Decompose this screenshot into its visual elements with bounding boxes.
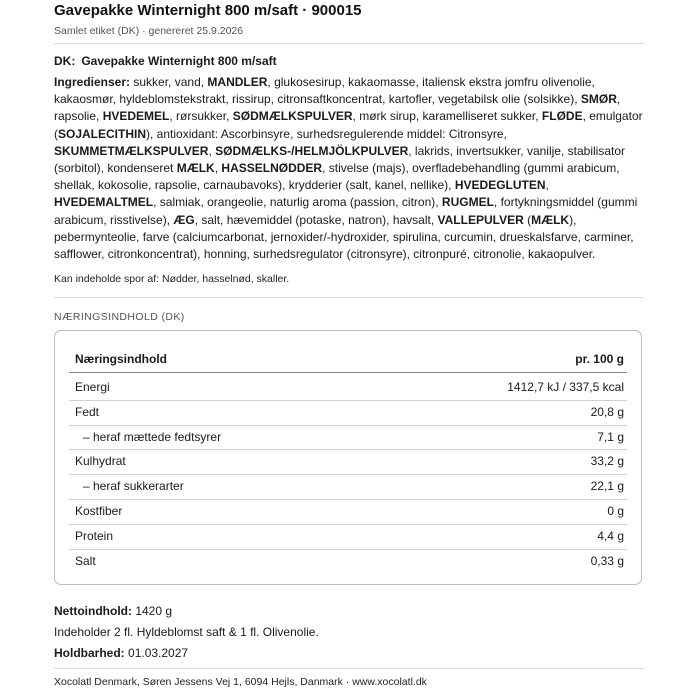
language-code: DK: bbox=[54, 54, 76, 68]
ingredient-text: , emulgator ( bbox=[54, 109, 643, 141]
ingredients-label: Ingredienser: bbox=[54, 75, 131, 89]
allergen-ingredient: MÆLK bbox=[531, 212, 570, 227]
best-before bbox=[54, 646, 188, 660]
ingredient-text: ), antioxidant: Ascorbinsyre, surhedsregulerende middel: Citronsyre, bbox=[146, 126, 507, 141]
nutrient-label: Salt bbox=[75, 553, 96, 568]
nutrition-row bbox=[75, 502, 624, 520]
ingredient-text: sukker, vand, bbox=[130, 75, 208, 89]
nutrition-row bbox=[75, 527, 624, 545]
nutrient-value: 22,1 g bbox=[590, 479, 624, 494]
ingredient-text: , salmiak, orangeolie, naturlig aroma (passion, citron), bbox=[153, 195, 442, 210]
divider bbox=[54, 43, 644, 44]
best-before-value: 01.03.2027 bbox=[128, 646, 189, 660]
best-before-label: Holdbarhed: bbox=[54, 646, 125, 660]
nutrition-header-label: Næringsindhold bbox=[75, 352, 167, 366]
nutrient-value: 7,1 g bbox=[597, 429, 624, 444]
nutrient-value: 0,33 g bbox=[590, 553, 624, 568]
ingredient-text: , fortykningsmiddel (gummi arabicum, risstivelse), bbox=[54, 195, 638, 227]
table-divider bbox=[69, 549, 627, 550]
nutrition-section-label: NÆRINGSINDHOLD (DK) bbox=[54, 311, 185, 323]
allergen-ingredient: SKUMMETMÆLKSPULVER bbox=[54, 143, 209, 158]
ingredient-text: , bbox=[208, 143, 216, 158]
ingredient-text: , rapsolie, bbox=[54, 92, 621, 124]
allergen-ingredient: RUGMEL bbox=[441, 195, 494, 210]
nutrition-row bbox=[75, 378, 624, 396]
page-title: Gavepakke Winternight 800 m/saft · 900015 bbox=[54, 2, 362, 19]
trace-allergens: Kan indeholde spor af: Nødder, hasselnød, skaller. bbox=[54, 273, 290, 285]
ingredient-text: , rørsukker, bbox=[169, 109, 233, 124]
label-meta: Samlet etiket (DK) · genereret 25.9.2026 bbox=[54, 25, 244, 37]
package-contents: Indeholder 2 fl. Hyldeblomst saft & 1 fl. Olivenolie. bbox=[54, 625, 319, 639]
nutrient-label: Fedt bbox=[75, 404, 100, 419]
nutrient-label: Kostfiber bbox=[75, 504, 123, 518]
allergen-ingredient: MÆLK bbox=[176, 161, 215, 176]
ingredient-text: , bbox=[545, 178, 549, 193]
ingredient-text: , stivelse (majs), overfladebehandling (gummi arabicum, shellak, kokosolie, rapsolie, carnaubavoks), krydderier (salt, kanel, nellike), bbox=[54, 161, 620, 193]
allergen-ingredient: SMØR bbox=[580, 92, 617, 107]
nutrient-value: 1412,7 kJ / 337,5 kcal bbox=[507, 380, 624, 394]
allergen-ingredient: SØDMÆLKSPULVER bbox=[232, 109, 353, 124]
ingredient-text: , mørk sirup, karamelliseret sukker, bbox=[352, 109, 542, 124]
nutrient-label: Protein bbox=[75, 528, 114, 543]
table-divider bbox=[69, 425, 627, 426]
nutrient-label: Energi bbox=[75, 380, 110, 394]
ingredient-text: ( bbox=[523, 212, 532, 227]
table-divider bbox=[69, 524, 627, 525]
nutrient-value: 4,4 g bbox=[597, 528, 624, 543]
table-divider bbox=[69, 372, 627, 373]
nutrient-value: 33,2 g bbox=[590, 454, 624, 469]
allergen-ingredient: ÆG bbox=[173, 212, 195, 227]
ingredient-text: , bbox=[214, 161, 222, 176]
allergen-ingredient: MANDLER bbox=[207, 75, 268, 89]
allergen-ingredient: VALLEPULVER bbox=[437, 212, 524, 227]
ingredient-text: , glukosesirup, kakaomasse, italiensk ekstra jomfru olivenolie, kakaosmør, hyldeblomstekstrakt, rissirup, citronsaftkoncentrat, kartofler, vegetabilsk olie (solsikke), bbox=[54, 75, 595, 107]
nutrient-label: – heraf mættede fedtsyrer bbox=[83, 429, 222, 444]
nutrition-header-value: pr. 100 g bbox=[575, 352, 624, 366]
allergen-ingredient: HVEDEMEL bbox=[102, 109, 170, 124]
allergen-ingredient: SØDMÆLKS-/HELMJÖLKPULVER bbox=[215, 143, 409, 158]
allergen-ingredient: HASSELNØDDER bbox=[221, 161, 323, 176]
ingredient-text: ), pebermynteolie, farve (calciumcarbonat, jernoxider/-hydroxider, spirulina, curcumin, drueskalsfarve, carminer, safflower, citronkoncentrat), honning, surhedsregulator (citronsyre), citronpuré, citronolie, kakaopulver. bbox=[54, 212, 634, 262]
table-divider bbox=[69, 449, 627, 450]
product-name: Gavepakke Winternight 800 m/saft bbox=[81, 54, 277, 68]
table-divider bbox=[69, 474, 627, 475]
divider bbox=[54, 297, 644, 298]
net-content bbox=[54, 604, 172, 618]
nutrition-row bbox=[75, 477, 624, 495]
allergen-ingredient: HVEDEMALTMEL bbox=[54, 195, 154, 210]
nutrition-row bbox=[75, 452, 624, 470]
nutrition-table bbox=[54, 330, 642, 585]
ingredient-text: , salt, hævemiddel (potaske, natron), havsalt, bbox=[194, 212, 438, 227]
nutrient-label: – heraf sukkerarter bbox=[83, 479, 184, 494]
table-divider bbox=[69, 400, 627, 401]
ingredients-text bbox=[54, 74, 654, 263]
divider bbox=[54, 668, 644, 669]
ingredients-list bbox=[54, 75, 643, 261]
ingredient-text: , lakrids, invertsukker, vanilje, stabilisator (sorbitol), kondenseret bbox=[54, 143, 625, 176]
nutrient-value: 20,8 g bbox=[590, 404, 624, 419]
nutrition-row bbox=[75, 428, 624, 446]
footer-address: Xocolatl Denmark, Søren Jessens Vej 1, 6094 Hejls, Danmark · www.xocolatl.dk bbox=[54, 676, 427, 688]
allergen-ingredient: SOJALECITHIN bbox=[58, 126, 147, 141]
allergen-ingredient: FLØDE bbox=[541, 109, 583, 124]
nutrition-row bbox=[75, 552, 624, 570]
nutrient-label: Kulhydrat bbox=[75, 454, 126, 469]
net-content-value: 1420 g bbox=[135, 604, 173, 618]
nutrition-row bbox=[75, 403, 624, 421]
allergen-ingredient: HVEDEGLUTEN bbox=[454, 178, 546, 193]
dk-product-heading bbox=[54, 54, 277, 68]
table-divider bbox=[69, 499, 627, 500]
nutrition-header-row bbox=[75, 350, 624, 368]
net-content-label: Nettoindhold: bbox=[54, 604, 132, 618]
nutrient-value: 0 g bbox=[607, 504, 624, 518]
